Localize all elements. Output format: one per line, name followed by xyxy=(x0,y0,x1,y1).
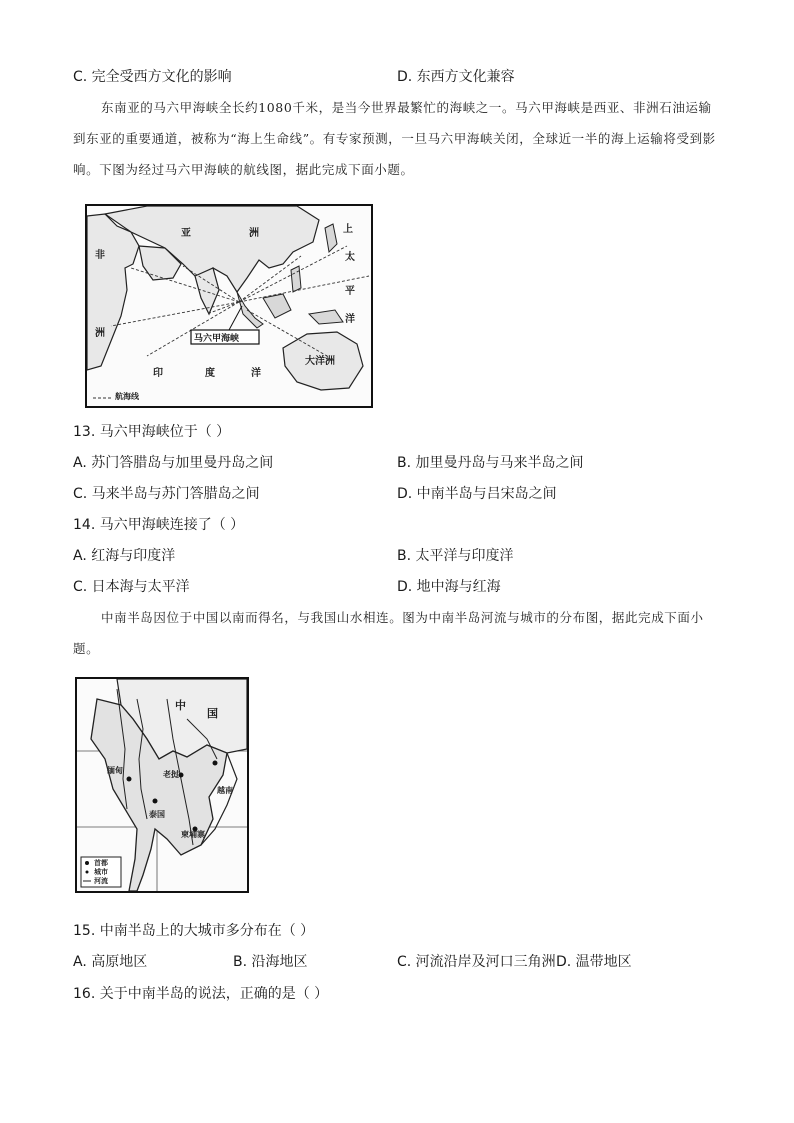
passage-indochina: 中南半岛因位于中国以南而得名，与我国山水相连。图为中南半岛河流与城市的分布图，据此完成下面小题。 xyxy=(73,610,704,656)
map2-legend-river: 河流 xyxy=(94,876,108,885)
q15-stem: 15. 中南半岛上的大城市多分布在（ ） xyxy=(73,923,315,939)
map1-label-indian-3: 洋 xyxy=(251,368,261,379)
q14-stem: 14. 马六甲海峡连接了（ ） xyxy=(73,517,245,533)
map1-legend-route: 航海线 xyxy=(115,391,139,401)
map2-label-china-2: 国 xyxy=(207,707,218,720)
map1-label-oceania: 大洋洲 xyxy=(305,356,335,367)
prev-option-d[interactable]: D. 东西方文化兼容 xyxy=(397,69,515,85)
map1-label-indian-1: 印 xyxy=(153,368,163,379)
map2-label-thailand: 泰国 xyxy=(149,809,165,819)
map2-label-cambodia: 柬埔寨 xyxy=(181,829,205,839)
q15-option-a[interactable]: A. 高原地区 xyxy=(73,954,148,970)
malacca-route-map xyxy=(85,204,373,408)
map2-label-china-1: 中 xyxy=(175,699,186,712)
map2-label-vietnam: 越南 xyxy=(217,785,233,795)
map2-label-myanmar: 缅甸 xyxy=(107,765,123,775)
indochina-map xyxy=(75,677,249,893)
q13-option-a[interactable]: A. 苏门答腊岛与加里曼丹岛之间 xyxy=(73,455,274,471)
q13-option-b[interactable]: B. 加里曼丹岛与马来半岛之间 xyxy=(397,455,584,471)
q13-option-d[interactable]: D. 中南半岛与吕宋岛之间 xyxy=(397,486,557,502)
q15-option-b[interactable]: B. 沿海地区 xyxy=(233,954,308,970)
map2-label-laos: 老挝 xyxy=(163,769,179,779)
q14-option-b[interactable]: B. 太平洋与印度洋 xyxy=(397,548,514,564)
map1-label-indian-2: 度 xyxy=(205,368,215,379)
q13-stem: 13. 马六甲海峡位于（ ） xyxy=(73,424,231,440)
q14-option-a[interactable]: A. 红海与印度洋 xyxy=(73,548,176,564)
map1-label-pacific-3: 洋 xyxy=(345,314,355,325)
map1-label-asia-2: 洲 xyxy=(249,228,259,239)
map1-label-pacific-2: 平 xyxy=(345,286,355,297)
map-graphic xyxy=(87,206,371,406)
map2-legend-capital: 首都 xyxy=(94,858,108,867)
q14-option-c[interactable]: C. 日本海与太平洋 xyxy=(73,579,190,595)
map1-label-asia-1: 亚 xyxy=(181,228,191,239)
q16-stem: 16. 关于中南半岛的说法，正确的是（ ） xyxy=(73,986,329,1002)
map1-label-pacific-top: 上 xyxy=(343,224,353,235)
q13-option-c[interactable]: C. 马来半岛与苏门答腊岛之间 xyxy=(73,486,260,502)
map1-label-africa-1: 非 xyxy=(95,250,105,261)
passage-malacca: 东南亚的马六甲海峡全长约1080千米，是当今世界最繁忙的海峡之一。马六甲海峡是西亚、非洲石油运输到东亚的重要通道，被称为“海上生命线”。有专家预测，一旦马六甲海峡关闭，全球近一半的海上运输将受到影响。下图为经过马六甲海峡的航线图，据此完成下面小题。 xyxy=(73,100,716,177)
q14-option-d[interactable]: D. 地中海与红海 xyxy=(397,579,501,595)
map2-legend-city: 城市 xyxy=(94,867,108,876)
q15-option-d[interactable]: D. 温带地区 xyxy=(556,954,632,970)
q15-option-c[interactable]: C. 河流沿岸及河口三角洲 xyxy=(397,954,556,970)
prev-option-c[interactable]: C. 完全受西方文化的影响 xyxy=(73,69,232,85)
map1-label-strait: 马六甲海峡 xyxy=(194,334,240,344)
map1-label-africa-2: 洲 xyxy=(95,328,105,339)
map1-label-pacific-1: 太 xyxy=(345,252,355,263)
